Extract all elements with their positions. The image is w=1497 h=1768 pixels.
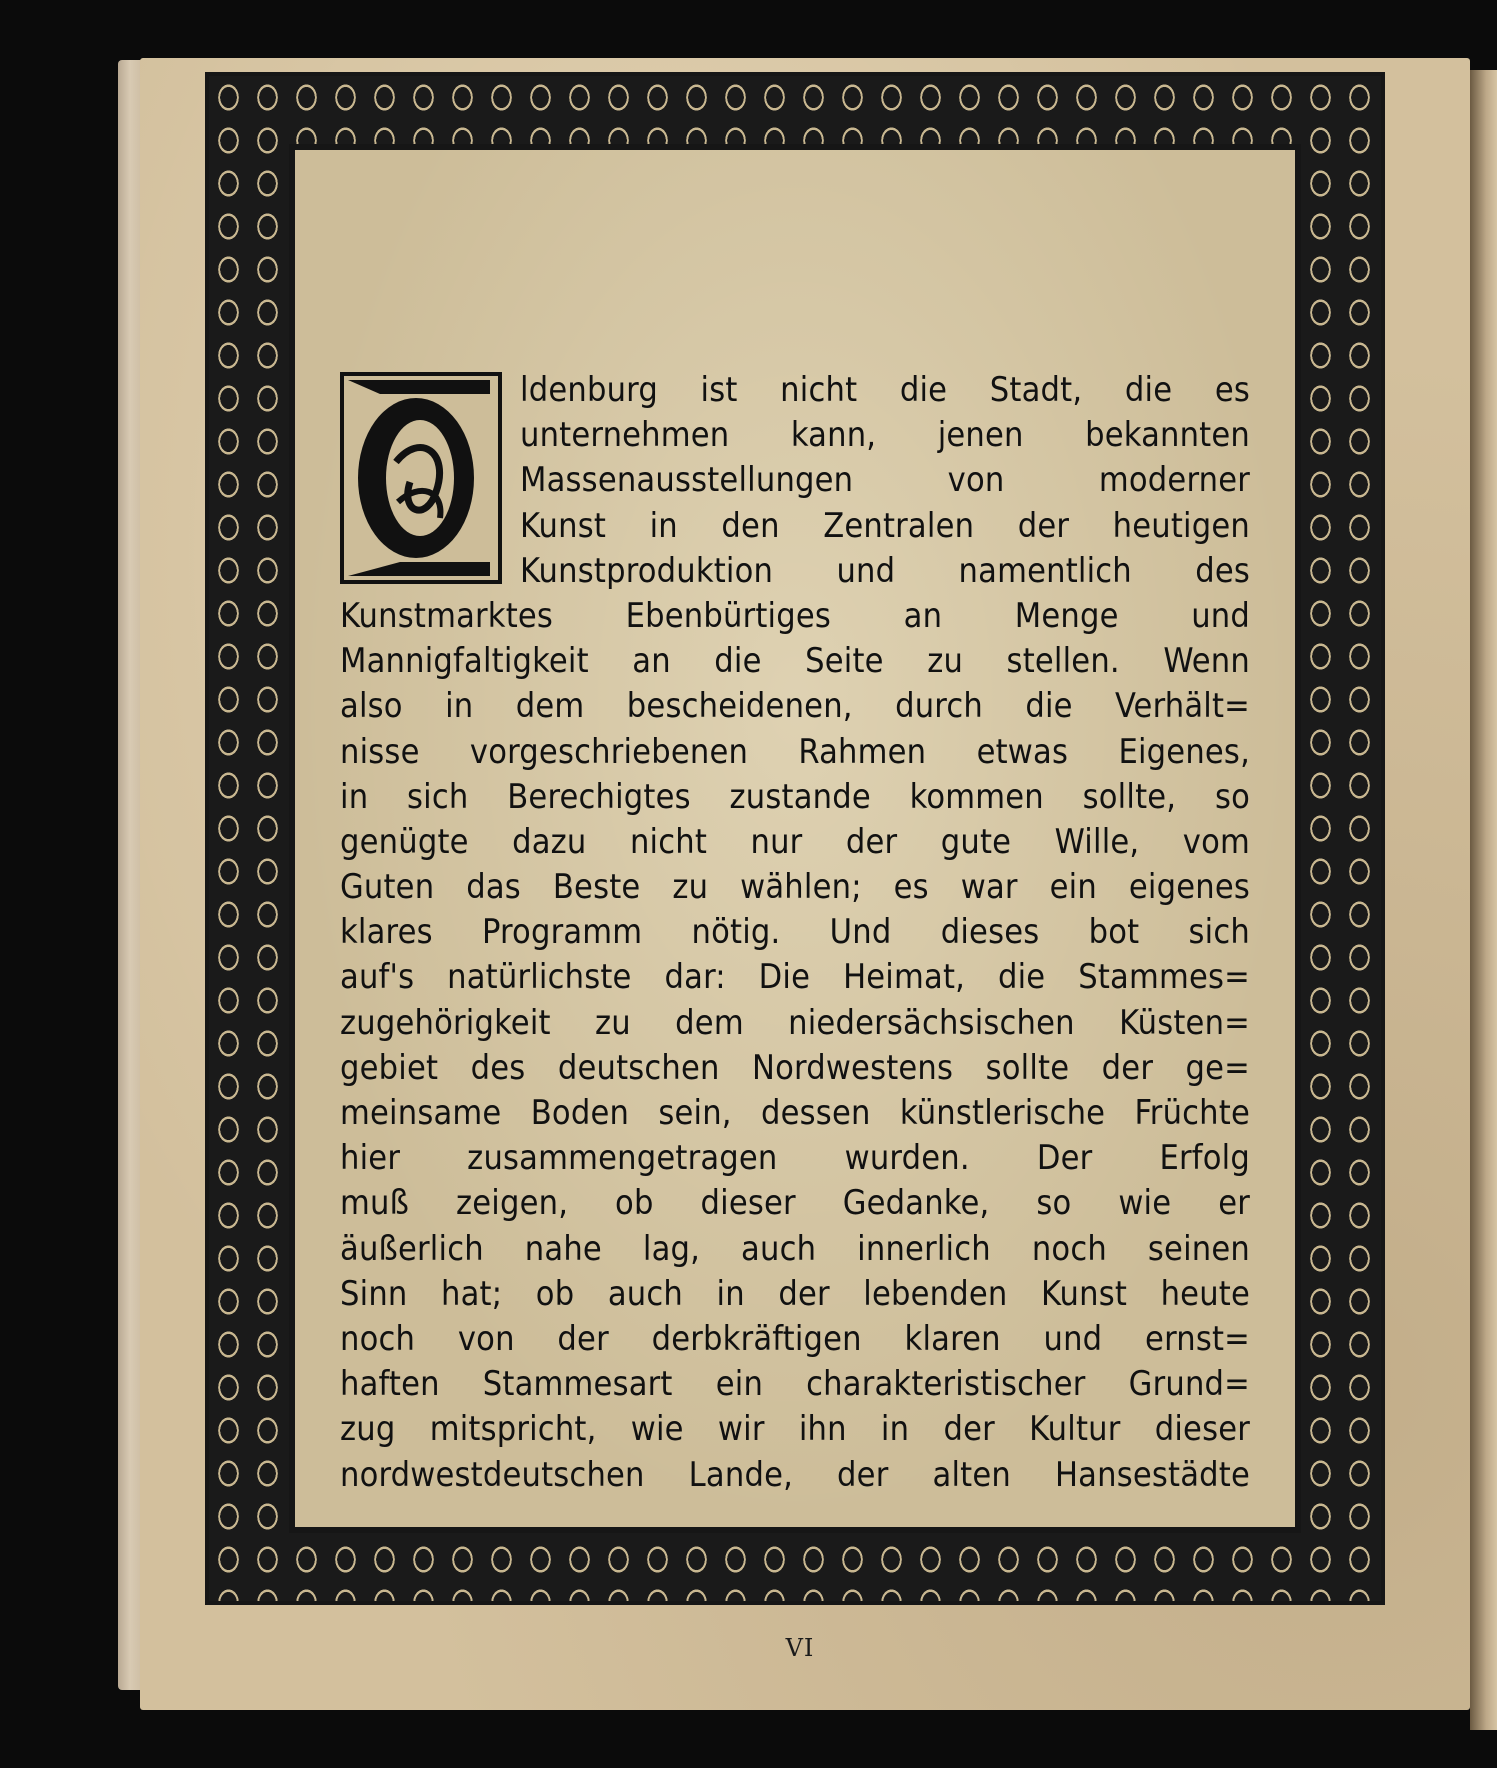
text-line: also in dem bescheidenen, durch die Verhält= (340, 686, 1250, 727)
text-line: ldenburg ist nicht die Stadt, die es (520, 370, 1250, 410)
text-line: meinsame Boden sein, dessen künstlerische Früchte (340, 1093, 1250, 1133)
text-line: unternehmen kann, jenen bekannten (520, 415, 1250, 456)
facing-page-edge (1470, 70, 1497, 1730)
text-line: nisse vorgeschriebenen Rahmen etwas Eigenes, (340, 731, 1250, 772)
text-line: haften Stammesart ein charakteristischer Grund= (340, 1364, 1250, 1405)
text-line: gebiet des deutschen Nordwestens sollte der ge= (340, 1047, 1250, 1088)
text-line: genügte dazu nicht nur der gute Wille, vom (340, 821, 1250, 862)
text-line: Kunstproduktion und namentlich des (520, 550, 1250, 591)
text-line: auf's natürlichste dar: Die Heimat, die Stammes= (340, 957, 1250, 998)
text-line: in sich Berechigtes zustande kommen sollte, so (340, 776, 1250, 817)
text-line: klares Programm nötig. Und dieses bot sich (340, 912, 1250, 953)
text-line: Kunstmarktes Ebenbürtiges an Menge und (340, 595, 1250, 636)
text-line: zugehörigkeit zu dem niedersächsischen Küsten= (340, 1002, 1250, 1043)
text-line: äußerlich nahe lag, auch innerlich noch seinen (340, 1228, 1250, 1269)
text-line: zug mitspricht, wie wir ihn in der Kultur dieser (340, 1409, 1250, 1450)
text-line: nordwestdeutschen Lande, der alten Hansestädte (340, 1454, 1250, 1495)
text-line: hier zusammengetragen wurden. Der Erfolg (340, 1138, 1250, 1179)
text-line: Sinn hat; ob auch in der lebenden Kunst heute (340, 1273, 1250, 1314)
body-text (340, 368, 1250, 1498)
text-line: noch von der derbkräftigen klaren und ernst= (340, 1318, 1250, 1359)
text-line: Kunst in den Zentralen der heutigen (520, 505, 1250, 546)
text-line: Massenausstellungen von moderner (520, 460, 1250, 501)
page-number: VI (785, 1634, 815, 1662)
text-line: Guten das Beste zu wählen; es war ein eigenes (340, 867, 1250, 908)
text-line: muß zeigen, ob dieser Gedanke, so wie er (340, 1183, 1250, 1224)
text-line: Mannigfaltigkeit an die Seite zu stellen. Wenn (340, 641, 1250, 682)
